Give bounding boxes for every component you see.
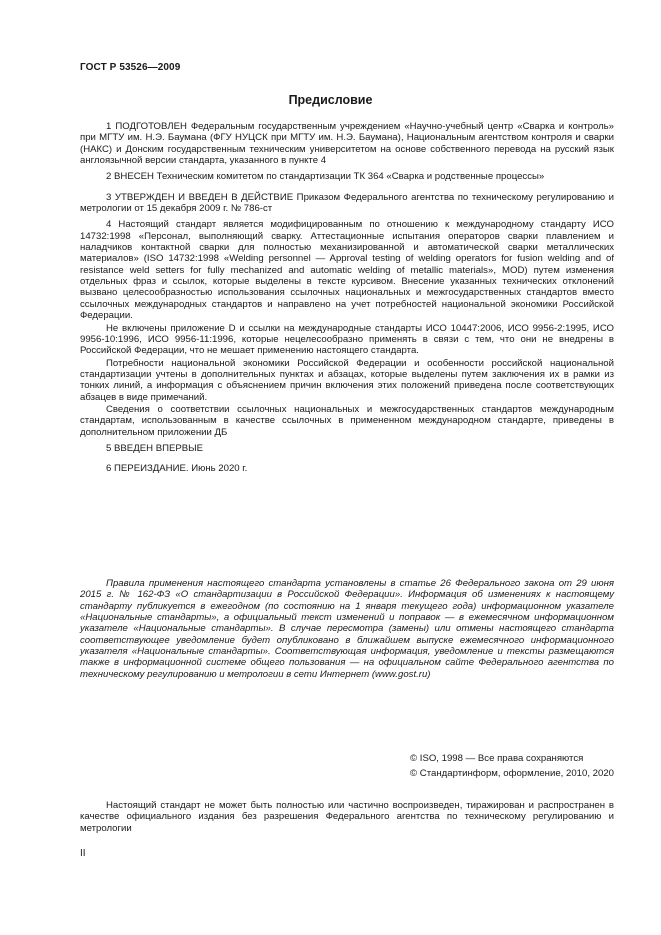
reproduction-notice [80,800,614,834]
foreword-item-5: 5 ВВЕДЕН ВПЕРВЫЕ [106,442,204,454]
foreword-item-3: 3 УТВЕРЖДЕН И ВВЕДЕН В ДЕЙСТВИЕ Приказом Федерального агентства по техническому регулированию и метрологии от 15 декабря 2009 г. № 786-ст [80,191,614,215]
application-rules-text: Правила применения настоящего стандарта установлены в статье 26 Федерального закона от 29 июня 2015 г. № 162-ФЗ «О стандартизации в Российской Федерации». Информация об изменениях к настоящему стандарту публикуется в ежегодном (по состоянию на 1 января текущего года) информационном указателе «Национальные стандарты», а официальный текст изменений и поправок — в ежемесячном информационном указателе «Национальные стандарты». В случае пересмотра (замены) или отмены настоящего стандарта соответствующее уведомление будет опубликовано в ближайшем выпуске ежемесячного информационного указателя «Национальные стандарты». Соответствующая информация, уведомление и тексты размещаются также в информационной системе общего пользования — на официальном сайте Федерального агентства по техническому регулированию и метрологии в сети Интернет (www.gost.ru) [80,578,614,680]
standard-code: ГОСТ Р 53526—2009 [80,62,181,73]
foreword-item-4-national-needs: Потребности национальной экономики Российской Федерации и особенности российской национальной стандартизации учтены в дополнительных пунктах и абзацах, которые выделены путем заключения их в рамки из тонких линий, а информация с объяснением причин включения этих положений приведена после соответствующих абзацев в виде примечаний. [80,357,614,403]
foreword-item-6: 6 ПЕРЕИЗДАНИЕ. Июнь 2020 г. [106,463,248,475]
page-number: II [80,848,86,859]
foreword-item-1: 1 ПОДГОТОВЛЕН Федеральным государственным учреждением «Научно-учебный центр «Сварка и контроль» при МГТУ им. Н.Э. Баумана (ФГУ НУЦСК при МГТУ им. Н.Э. Баумана), Национальным агентством контроля и сварки (НАКС) и Донским государственным техническим университетом на основе собственного перевода на русский язык англоязычной версии стандарта, указанного в пункте 4 [80,121,614,167]
page-title: Предисловие [288,93,373,107]
foreword-item-2: 2 ВНЕСЕН Техническим комитетом по стандартизации ТК 364 «Сварка и родственные процессы» [106,171,545,183]
foreword-item-4-exclusions: Не включены приложение D и ссылки на международные стандарты ИСО 10447:2006, ИСО 9956-2:1995, ИСО 9956-10:1996, ИСО 9956-11:1996, которые нецелесообразно применять в связи с тем, что они не внедрены в Российской Федерации, что не мешает применению настоящего стандарта. [80,322,614,357]
copyright-block [410,751,614,781]
iso-copyright: © ISO, 1998 — Все права сохраняются [410,753,584,764]
standartinform-copyright: © Стандартинформ, оформление, 2010, 2020 [410,768,614,779]
foreword-item-4-references: Сведения о соответствии ссылочных национальных и межгосударственных стандартов международным стандартам, использованным в качестве ссылочных в примененном международном стандарте, приведены в дополнительном приложении ДБ [80,403,614,438]
foreword-item-4: 4 Настоящий стандарт является модифицированным по отношению к международному стандарту ИСО 14732:1998 «Персонал, выполняющий сварку. Аттестационные испытания операторов сварки плавлением и наладчиков контактной сварки для полностью механизированной и автоматической сварки металлических материалов» (ISO 14732:1998 «Welding personnel — Approval testing of welding operators for fusion welding and of resistance weld setters for fully mechanized and automatic welding of metallic materials», MOD) путем изменения отдельных фраз и ссылок, которые выделены в тексте курсивом. Внесение указанных технических отклонений вызвано целесообразностью использования ссылочных национальных и межгосударственных стандартов вместо ссылочных международных стандартов и направлено на учет потребностей национальной экономики Российской Федерации. [80,219,614,322]
application-rules-notice [80,578,614,680]
foreword-body [80,121,614,475]
reproduction-notice-text: Настоящий стандарт не может быть полностью или частично воспроизведен, тиражирован и распространен в качестве официального издания без разрешения Федерального агентства по техническому регулированию и метрологии [80,800,614,834]
